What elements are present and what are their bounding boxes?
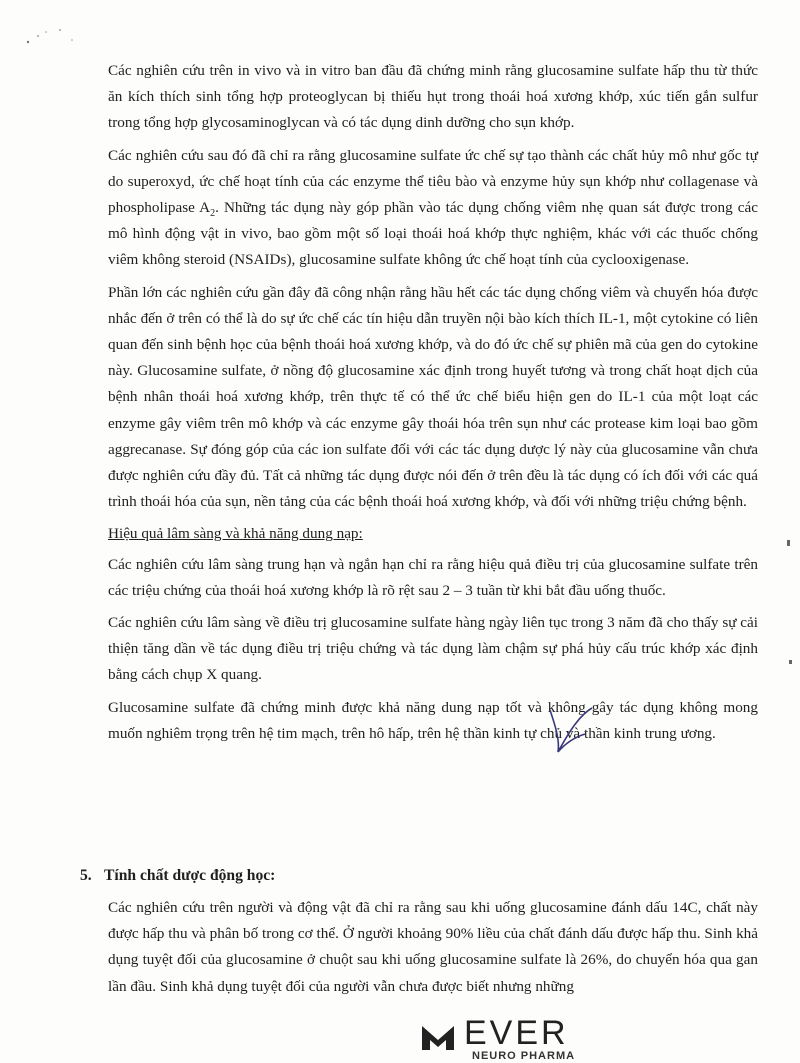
paragraph-2-text: Các nghiên cứu sau đó đã chỉ ra rằng glucosamine sulfate ức chế sự tạo thành các chất hủy mô như gốc tự do superoxyd, ức chế hoạt tính của các enzyme thể tiêu bào và enzyme hủy sụn khớp như collagenase và phospholipase A xyxy=(108,146,758,217)
margin-mark xyxy=(789,660,792,664)
section-5-heading xyxy=(80,863,760,889)
ever-logo-mark-icon xyxy=(420,1020,456,1056)
section-5-body xyxy=(108,895,758,1006)
section-number: 5. xyxy=(80,867,92,884)
logo-subtitle: NEURO PHARMA xyxy=(472,1050,576,1062)
section-title: Tính chất dược động học: xyxy=(104,867,276,884)
section-5-paragraph: Các nghiên cứu trên người và động vật đã chỉ ra rằng sau khi uống glucosamine đánh dấu 14C, chất này được hấp thu và phân bố trong cơ thể. Ở người khoảng 90% liều của chất đánh dấu được hấp thu. Sinh khả dụng tuyệt đối của glucosamine ở chuột sau khi uống glucosamine sulfate là 26%, do chuyển hóa qua gan lần đầu. Sinh khả dụng tuyệt đối của người vẫn chưa được biết nhưng những xyxy=(108,899,758,995)
handwritten-signature xyxy=(530,690,610,770)
paragraph-3: Phần lớn các nghiên cứu gần đây đã công nhận rằng hầu hết các tác dụng chống viêm và chuyển hóa được nhắc đến ở trên có thể là do sự ức chế các tín hiệu dẫn truyền nội bào kích thích IL-1, một cytokine có liên quan đến sinh bệnh học của bệnh thoái hoá xương khớp, và do đó ức chế sự phiên mã của gen do cytokine này. Glucosamine sulfate, ở nồng độ glucosamine xác định trong huyết tương và trong chất hoạt dịch của bệnh nhân thoái hoá xương khớp, trên thực tế có thể ức chế biểu hiện gen do IL-1 của một loạt các enzyme gây viêm trên mô khớp và các enzyme gây thoái hóa trên sụn như các protease kim loại bao gồm aggrecanase. Sự đóng góp của các ion sulfate đối với các tác dụng dược lý này của glucosamine vẫn chưa được nghiên cứu đầy đủ. Tất cả những tác dụng được nói đến ở trên đều là tác dụng có ích đối với các quá trình thoái hóa của sụn, nền tảng của các bệnh thoái hoá xương khớp, và đối với những triệu chứng bệnh. xyxy=(108,283,758,511)
paragraph-2-tail: . Những tác dụng này góp phần vào tác dụng chống viêm nhẹ quan sát được trong các mô hình động vật in vivo, bao gồm một số loại thoái hoá khớp thực nghiệm, khác với các thuốc chống viêm không steroid (NSAIDs), glucosamine sulfate không ức chế hoạt tính của cyclooxigenase. xyxy=(108,199,758,269)
paragraph-2 xyxy=(108,143,758,274)
clinical-subheading: Hiệu quả lâm sàng và khả năng dung nạp: xyxy=(108,525,363,543)
logo-word: EVER xyxy=(464,1014,569,1052)
margin-mark xyxy=(787,540,790,546)
clinical-paragraph-2: Các nghiên cứu lâm sàng về điều trị glucosamine sulfate hàng ngày liên tục trong 3 năm đã cho thấy sự cải thiện tăng dần về tác dụng điều trị triệu chứng và tác dụng làm chậm sự phá hủy cấu trúc khớp xác định bằng cách chụp X quang. xyxy=(108,614,758,684)
body-text xyxy=(108,58,758,753)
scan-specks xyxy=(20,20,80,60)
clinical-paragraph-3: Glucosamine sulfate đã chứng minh được khả năng dung nạp tốt và không gây tác dụng không mong muốn nghiêm trọng trên hệ tim mạch, trên hô hấp, trên hệ thần kinh tự chủ và thần kinh trung ương. xyxy=(108,698,758,742)
paragraph-1: Các nghiên cứu trên in vivo và in vitro ban đầu đã chứng minh rằng glucosamine sulfate hấp thu từ thức ăn kích thích sinh tổng hợp proteoglycan bị thiếu hụt trong thoái hoá xương khớp, xúc tiến gắn sulfur trong tổng hợp glycosaminoglycan và có tác dụng dinh dưỡng cho sụn khớp. xyxy=(108,62,758,132)
subscript-2: 2 xyxy=(210,208,216,220)
clinical-paragraph-1: Các nghiên cứu lâm sàng trung hạn và ngắn hạn chỉ ra rằng hiệu quả điều trị của glucosamine sulfate trên các triệu chứng của thoái hoá xương khớp là rõ rệt sau 2 – 3 tuần từ khi bắt đầu uống thuốc. xyxy=(108,555,758,599)
ever-logo xyxy=(420,1016,620,1063)
